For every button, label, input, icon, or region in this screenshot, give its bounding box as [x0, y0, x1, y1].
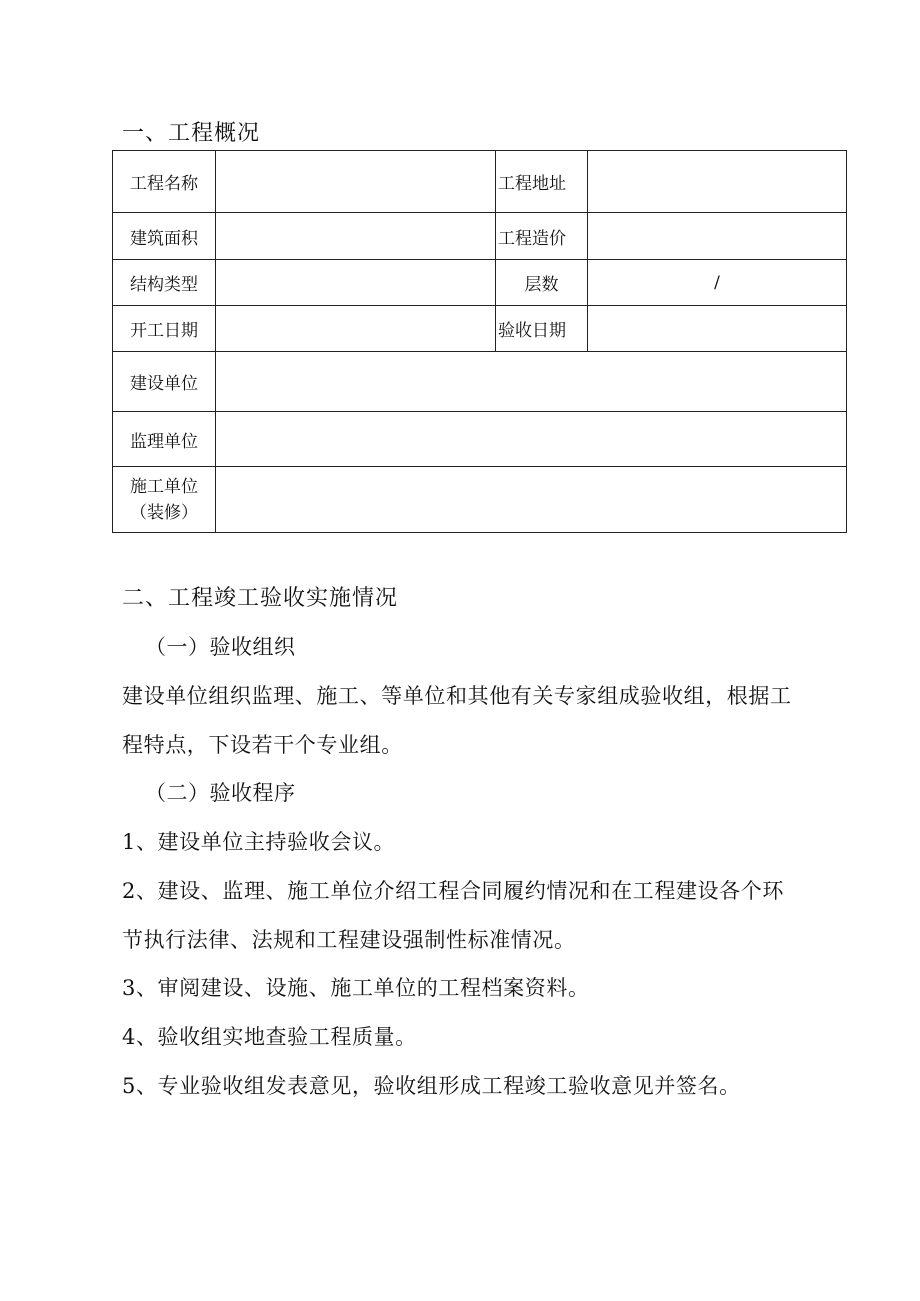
value-contractor — [216, 467, 847, 533]
procedure-item-2-line1: 2、建设、监理、施工单位介绍工程合同履约情况和在工程建设各个环 — [122, 879, 784, 903]
section2-title: 二、工程竣工验收实施情况 — [122, 586, 399, 611]
table-row — [113, 306, 847, 352]
value-start-date — [216, 306, 496, 352]
value-structure-type — [216, 260, 496, 306]
label-construction-unit: 建设单位 — [113, 352, 216, 412]
procedure-item-3: 3、审阅建设、设施、施工单位的工程档案资料。 — [122, 976, 590, 1000]
value-supervision-unit — [216, 412, 847, 467]
section1-title: 一、工程概况 — [122, 121, 261, 146]
subheading-procedure: （二）验收程序 — [145, 781, 296, 805]
procedure-item-1: 1、建设单位主持验收会议。 — [122, 830, 396, 854]
table-row — [113, 467, 847, 533]
label-building-area: 建筑面积 — [113, 213, 216, 260]
label-project-address: 工程地址 — [496, 151, 588, 213]
label-start-date: 开工日期 — [113, 306, 216, 352]
table-row — [113, 213, 847, 260]
label-contractor-line2: （装修） — [130, 502, 198, 523]
procedure-item-2-line2: 节执行法律、法规和工程建设强制性标准情况。 — [122, 928, 576, 952]
value-acceptance-date — [588, 306, 847, 352]
label-structure-type: 结构类型 — [113, 260, 216, 306]
value-project-cost — [588, 213, 847, 260]
paragraph-organization-line2: 程特点，下设若干个专业组。 — [122, 733, 403, 757]
label-acceptance-date: 验收日期 — [496, 306, 588, 352]
paragraph-organization-line1: 建设单位组织监理、施工、等单位和其他有关专家组成验收组，根据工 — [122, 684, 792, 708]
label-supervision-unit: 监理单位 — [113, 412, 216, 467]
value-project-address — [588, 151, 847, 213]
value-building-area — [216, 213, 496, 260]
label-project-name: 工程名称 — [113, 151, 216, 213]
label-floors: 层数 — [496, 260, 588, 306]
label-project-cost: 工程造价 — [496, 213, 588, 260]
label-contractor-line1: 施工单位 — [130, 476, 198, 497]
value-project-name — [216, 151, 496, 213]
table-row — [113, 260, 847, 306]
value-floors: / — [588, 260, 847, 306]
procedure-item-4: 4、验收组实地查验工程质量。 — [122, 1025, 417, 1049]
table-row — [113, 352, 847, 412]
table-row — [113, 151, 847, 213]
table-row — [113, 412, 847, 467]
project-overview-table — [112, 150, 847, 533]
procedure-item-5: 5、专业验收组发表意见，验收组形成工程竣工验收意见并签名。 — [122, 1074, 741, 1098]
label-contractor-decoration — [113, 467, 216, 533]
subheading-organization: （一）验收组织 — [145, 635, 296, 659]
value-construction-unit — [216, 352, 847, 412]
